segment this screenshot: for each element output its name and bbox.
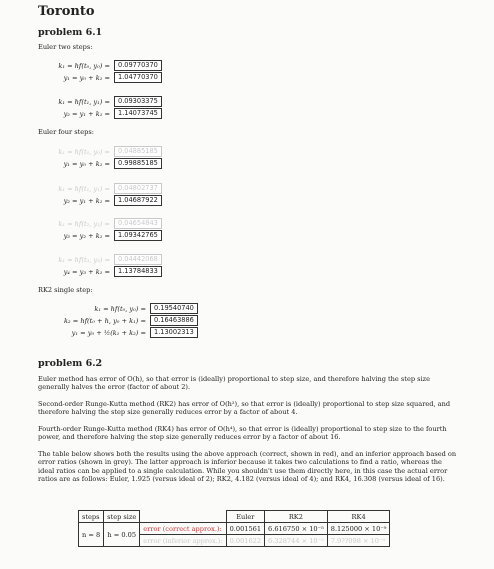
euler-four-k2-value: 0.04802737 <box>114 183 162 194</box>
paragraph-rk2: Second-order Runge-Kutta method (RK2) has error of O(h²), so that error is (ideally) proportional to step size squared, and therefore halving the step size generally reduces error by a factor of about 4. <box>38 400 451 417</box>
euler-four-y4-value: 1.13784833 <box>114 266 162 277</box>
euler-two-y1-value: 1.04770370 <box>114 72 162 83</box>
euler-four-k2-expr: k₁ = hf(t₁, y₁) = <box>58 185 110 193</box>
document-title: Toronto <box>38 4 95 19</box>
header-blank <box>140 511 226 523</box>
rk2-y1-expr: y₁ = y₀ + ½(k₁ + k₂) = <box>71 329 146 337</box>
rk2-k1-expr: k₁ = hf(t₀, y₀) = <box>94 305 146 313</box>
header-steps: steps <box>79 511 104 523</box>
euler-four-k1-expr: k₁ = hf(t₀, y₀) = <box>58 148 110 156</box>
euler-four-y4-expr: y₄ = y₃ + k₁ = <box>63 268 110 276</box>
cell-rk2-correct: 6.616750 × 10⁻⁵ <box>265 523 328 535</box>
header-rk4: RK4 <box>327 511 390 523</box>
cell-euler-inferior: 0.001622 <box>226 535 264 547</box>
header-step-size: step size <box>104 511 140 523</box>
row-label-inferior: error (inferior approx.): <box>140 535 226 547</box>
problem-6-2-heading: problem 6.2 <box>38 358 103 369</box>
euler-two-label: Euler two steps: <box>38 43 93 51</box>
cell-steps: n = 8 <box>79 523 104 547</box>
table-header-row <box>79 511 390 523</box>
cell-rk2-inferior: 6.328744 × 10⁻⁵ <box>265 535 328 547</box>
euler-two-y2-value: 1.14073745 <box>114 108 162 119</box>
rk2-k1-value: 0.19540740 <box>150 303 198 314</box>
euler-four-label: Euler four steps: <box>38 128 94 136</box>
euler-four-y3-value: 1.09342765 <box>114 230 162 241</box>
rk2-y1-value: 1.13002313 <box>150 327 198 338</box>
euler-two-y2-expr: y₂ = y₁ + k₁ = <box>63 110 110 118</box>
euler-four-y1-expr: y₁ = y₀ + k₁ = <box>63 160 110 168</box>
euler-four-k3-expr: k₁ = hf(t₂, y₂) = <box>58 220 110 228</box>
paragraph-euler: Euler method has error of O(h), so that error is (ideally) proportional to step size, and therefore halving the step size generally halves the error (factor of about 2). <box>38 375 431 392</box>
euler-two-k1-expr: k₁ = hf(t₀, y₀) = <box>58 62 110 70</box>
euler-four-y3-expr: y₃ = y₂ + k₁ = <box>63 232 110 240</box>
table-row-correct <box>79 523 390 535</box>
euler-two-k1-value: 0.09770370 <box>114 60 162 71</box>
header-euler: Euler <box>226 511 264 523</box>
rk2-k2-value: 0.16463886 <box>150 315 198 326</box>
euler-four-k4-value: 0.04442068 <box>114 254 162 265</box>
paragraph-rk4: Fourth-order Runge-Kutta method (RK4) has error of O(h⁴), so that error is (ideally) proportional to step size to the fourth power, and therefore halving the step size generally reduces error by a factor of about 16. <box>38 425 447 442</box>
euler-four-k4-expr: k₁ = hf(t₃, y₃) = <box>58 256 110 264</box>
euler-two-k2-value: 0.09303375 <box>114 96 162 107</box>
problem-6-1-heading: problem 6.1 <box>38 27 103 38</box>
cell-step-size: h = 0.05 <box>104 523 140 547</box>
euler-four-y1-value: 0.99885185 <box>114 158 162 169</box>
euler-four-k1-value: 0.04885185 <box>114 146 162 157</box>
cell-rk4-inferior: 7.9??098 × 10⁻⁹ <box>327 535 390 547</box>
paragraph-error-ratios: The table below shows both the results using the above approach (correct, shown in red), and an inferior approach based on error ratios (shown in grey). The latter approach is inferior because it takes two calculations to find a ratio, whereas the ideal ratios can be applied to a single calculation. While you shouldn't use them directly here, in this case the actual error ratios are as follows: Euler, 1.925 (versus ideal of 2); RK2, 4.182 (versus ideal of 4); and RK4, 16.308 (versus ideal of 16). <box>38 450 457 484</box>
euler-two-y1-expr: y₁ = y₀ + k₁ = <box>63 74 110 82</box>
euler-four-y2-value: 1.04687922 <box>114 195 162 206</box>
euler-four-y2-expr: y₂ = y₁ + k₁ = <box>63 197 110 205</box>
row-label-correct: error (correct approx.): <box>140 523 226 535</box>
euler-two-k2-expr: k₁ = hf(t₁, y₁) = <box>58 98 110 106</box>
rk2-label: RK2 single step: <box>38 286 93 294</box>
header-rk2: RK2 <box>265 511 328 523</box>
cell-rk4-correct: 8.125000 × 10⁻⁹ <box>327 523 390 535</box>
rk2-k2-expr: k₂ = hf(t₀ + h, y₀ + k₁) = <box>64 317 146 325</box>
error-results-table <box>78 510 390 547</box>
cell-euler-correct: 0.001561 <box>226 523 264 535</box>
euler-four-k3-value: 0.04654843 <box>114 218 162 229</box>
